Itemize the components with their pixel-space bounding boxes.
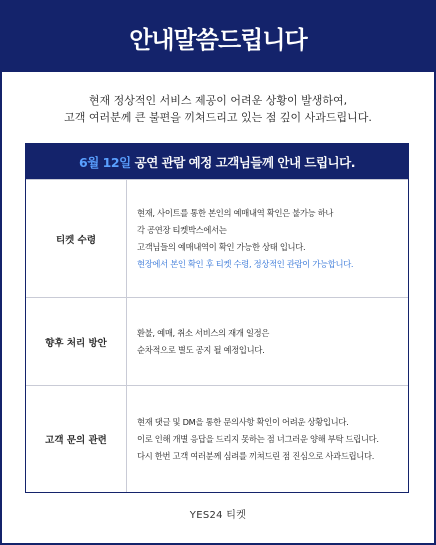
intro-line-1: 현재 정상적인 서비스 제공이 어려운 상황이 발생하여, — [88, 94, 348, 107]
row-line: 다시 한번 고객 여러분께 심려를 끼쳐드린 점 진심으로 사과드립니다. — [137, 450, 375, 461]
row-line: 현재 댓글 및 DM을 통한 문의사항 확인이 어려운 상황입니다. — [137, 416, 349, 427]
row-line: 환불, 예매, 취소 서비스의 재개 일정은 — [137, 327, 270, 338]
notice-heading — [26, 144, 408, 179]
row-body-customer-inquiry — [127, 386, 408, 492]
row-body-ticket-pickup — [127, 180, 408, 297]
row-highlight-line: 현장에서 본인 확인 후 티켓 수령, 정상적인 관람이 가능합니다. — [137, 258, 354, 269]
row-label-customer-inquiry: 고객 문의 관련 — [26, 386, 127, 492]
notice-date: 6월 12일 — [79, 154, 131, 170]
row-line: 고객님들의 예매내역이 확인 가능한 상태 입니다. — [137, 241, 306, 252]
intro-text — [2, 92, 434, 126]
row-line: 순차적으로 별도 공지 될 예정입니다. — [137, 344, 265, 355]
row-line: 각 공연장 티켓박스에서는 — [137, 224, 227, 235]
row-label-ticket-pickup: 티켓 수령 — [26, 180, 127, 297]
brand-logo-text: YES24 티켓 — [189, 510, 247, 521]
row-line: 이로 인해 개별 응답을 드리지 못하는 점 너그러운 양해 부탁 드립니다. — [137, 433, 379, 444]
page-title: 안내말씀드립니다 — [129, 25, 307, 54]
notice-box — [25, 143, 409, 493]
intro-line-2: 고객 여러분께 큰 불편을 끼쳐드리고 있는 점 깊이 사과드립니다. — [64, 111, 372, 124]
row-ticket-pickup — [26, 179, 408, 297]
row-line: 현재, 사이트를 통한 본인의 예매내역 확인은 불가능 하나 — [137, 207, 334, 218]
notice-title: 공연 관람 예정 고객님들께 안내 드립니다. — [134, 154, 355, 170]
row-future-plan — [26, 297, 408, 385]
row-customer-inquiry — [26, 385, 408, 492]
row-body-future-plan — [127, 298, 408, 385]
row-label-future-plan: 향후 처리 방안 — [26, 298, 127, 385]
header-bar — [2, 2, 434, 72]
